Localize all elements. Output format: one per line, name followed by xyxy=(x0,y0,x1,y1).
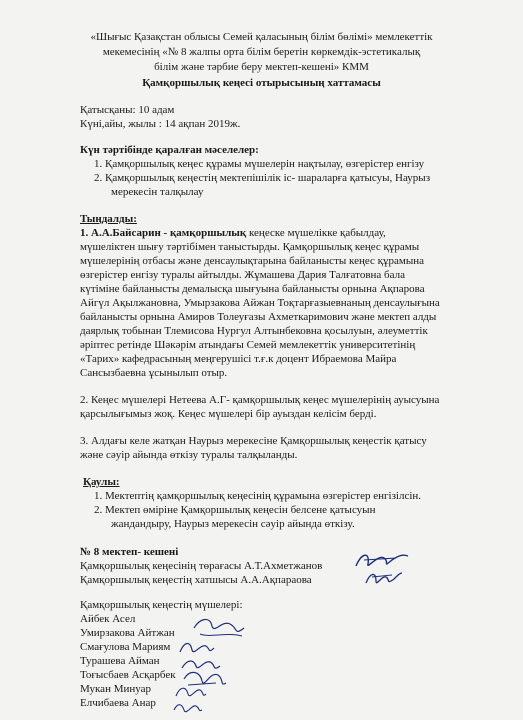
secretary-line: Қамқоршылық кеңестің хатшысы А.А.Ақпараова xyxy=(80,574,312,586)
heard-p3-line: және сәуір айында өткізу туралы талқыланды. xyxy=(80,449,298,461)
heard-p1-line: «Тарих» кафедрасының меңгерушісі т.ғ.к доцент Ибраемова Майра xyxy=(80,353,397,365)
agenda-item-1: 1. Қамқоршылық кеңес құрамы мүшелерін нақтылау, өзгерістер енгізу xyxy=(94,158,425,170)
heard-heading: Тыңдалды: xyxy=(80,213,137,225)
attendance: Қатысқаны: 10 адам xyxy=(80,104,175,116)
org-line-2: мекемесінің «№ 8 жалпы орта білім беретін көркемдік-эстетикалық xyxy=(102,46,421,58)
school-name: № 8 мектеп- кешені xyxy=(80,546,179,558)
decision-item-2-cont: жандандыру, Наурыз мерекесін сәуір айында өткізу. xyxy=(111,518,355,530)
member-name: Тоғысбаев Асқарбек xyxy=(80,669,176,681)
members-heading: Қамқоршылық кеңестің мүшелері: xyxy=(80,599,243,611)
heard-p1-first-line xyxy=(80,226,386,240)
heard-p1-line: күтіміне байланысты демалысқа шығуына байланысты орнына Ақпарова xyxy=(80,283,425,295)
speaker-name: 1. А.А.Байсарин - қамқоршылық xyxy=(80,227,247,239)
decision-item-2: 2. Мектеп өміріне Қамқоршылық кеңесін белсене қатысуын xyxy=(94,504,376,516)
heard-p3-line: 3. Алдағы келе жатқан Наурыз мерекесіне Қамқоршылық кеңестік қатысу xyxy=(80,435,427,447)
heard-p1-line: Сансызбаевна ұсынылып отыр. xyxy=(80,367,228,379)
agenda-item-2: 2. Қамқоршылық кеңестің мектепішілік іс- шараларға қатысуы, Наурыз xyxy=(94,172,431,184)
meeting-date: Күні,айы, жылы : 14 ақпан 2019ж. xyxy=(80,118,241,130)
member-name: Смағулова Мариям xyxy=(80,641,171,653)
org-line-3: білім және тәрбие беру мектеп-кешені» КММ xyxy=(154,61,369,73)
member-name: Умирзакова Айтжан xyxy=(80,627,175,639)
agenda-heading: Күн тәртібінде қаралған мәселелер: xyxy=(80,144,259,156)
heard-p1-line: Айгүл Ақылжановна, Умырзакова Айжан Тоқтарғазыевнаның денсаулығына xyxy=(80,297,440,309)
heard-p2-line: 2. Кеңес мүшелері Нетеева А.Г- қамқоршылық кеңес мүшелерінің ауысуына xyxy=(80,394,440,406)
heard-p2-line: қарсылығымыз жоқ. Кеңес мүшелері бір ауыздан келісім берді. xyxy=(80,408,377,420)
document-title: Қамқоршылық кеңесі отырысының хаттамасы xyxy=(142,77,381,89)
member-name: Айбек Асел xyxy=(80,613,136,625)
heard-p1-line: байланысты орнына Амиров Толеуғазы Ахметкаримович және мектеп алды xyxy=(80,311,437,323)
secretary-signature xyxy=(362,567,404,589)
heard-p1-line: мүшеліктен шығу тәртібімен таныстырды. Қамқоршылық кеңес құрамы xyxy=(80,241,420,253)
decisions-heading: Қаулы: xyxy=(83,476,120,488)
heard-p1-line: мүшелерінің отбасы және денсаулықтарына байланысты кеңес құрамына xyxy=(80,255,424,267)
member-signature xyxy=(170,698,204,718)
heard-p1-rest: кеңеске мүшелікке қабылдау, xyxy=(248,227,386,239)
heard-p1-line: өзгерістер енгізу туралы айтылды. Жұмашева Дария Талғатовна бала xyxy=(80,269,405,281)
chairman-line: Қамқоршылық кеңесінің төрағасы А.Т.Ахметжанов xyxy=(80,560,323,572)
member-name: Турашева Айман xyxy=(80,655,160,667)
org-line-1: «Шығыс Қазақстан облысы Семей қаласының білім бөлімі» мемлекеттік xyxy=(90,31,433,43)
heard-p1-line: әріптес ретінде Шәкәрім атындағы Семей мемлекеттік университетінің xyxy=(80,339,416,351)
heard-p1-line: даярлық тобынан Тлемисова Нургул Алтынбековна қосылуын, әлеуметтік xyxy=(80,325,428,337)
agenda-item-2-cont: мерекесін талқылау xyxy=(111,186,204,198)
decision-item-1: 1. Мектептің қамқоршылық кеңесінің құрамына өзгерістер енгізілсін. xyxy=(94,490,422,502)
member-name: Елчибаева Анар xyxy=(80,697,156,709)
member-name: Мукан Минуар xyxy=(80,683,151,695)
